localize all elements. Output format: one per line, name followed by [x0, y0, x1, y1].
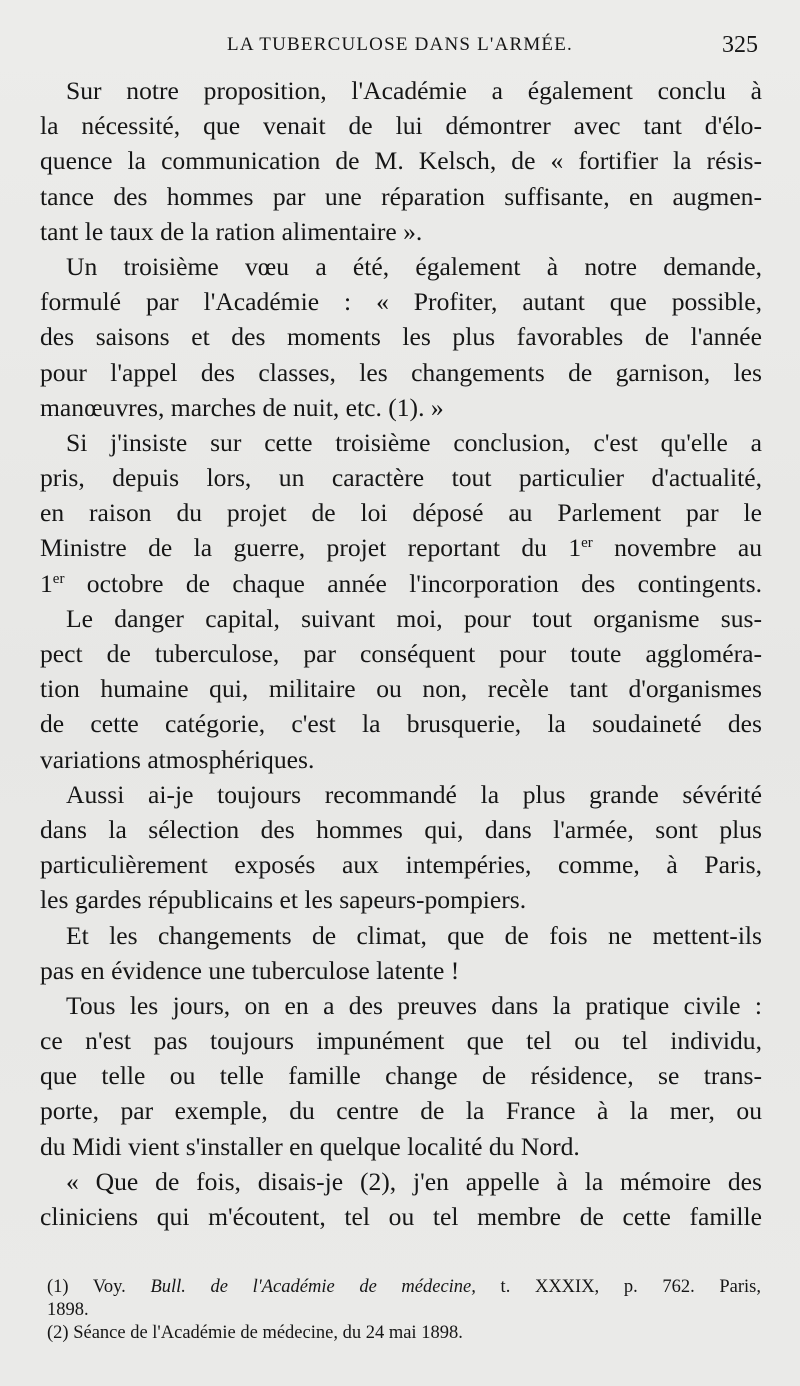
- text-line: tant le taux de la ration alimentaire ».: [40, 216, 423, 246]
- footnotes: [47, 1276, 761, 1345]
- text-line: Aussi ai-je toujours recommandé la plus grande sévérité: [66, 779, 762, 809]
- footnote-journal-title: Bull. de l'Académie de médecine,: [150, 1277, 476, 1297]
- text-line: les gardes républicains et les sapeurs-pompiers.: [40, 885, 527, 915]
- text-line: la nécessité, que venait de lui démontrer avec tant d'élo-: [40, 111, 762, 141]
- text-line: formulé par l'Académie : « Profiter, autant que possible,: [40, 287, 762, 317]
- text-line: « Que de fois, disais-je (2), j'en appelle à la mémoire des: [66, 1166, 762, 1196]
- ordinal-suffix: er: [52, 570, 65, 587]
- line-text: novembre au: [592, 533, 762, 563]
- text-line: cliniciens qui m'écoutent, tel ou tel membre de cette famille: [40, 1202, 762, 1231]
- text-line: quence la communication de M. Kelsch, de « fortifier la résis-: [40, 146, 762, 176]
- line-text: Ministre de la guerre, projet reportant du 1: [40, 533, 582, 563]
- text-line: Le danger capital, suivant moi, pour tout organisme sus-: [66, 603, 762, 633]
- text-line: variations atmosphériques.: [40, 744, 315, 774]
- footnote-text: t. XXXIX, p. 762. Paris,: [475, 1277, 761, 1297]
- text-line: pas en évidence une tuberculose latente !: [40, 955, 460, 985]
- page-number: 325: [722, 32, 758, 58]
- text-line: Un troisième vœu a été, également à notre demande,: [66, 251, 762, 281]
- text-line: Et les changements de climat, que de fois ne mettent-ils: [66, 920, 762, 950]
- text-line: pour l'appel des classes, les changements de garnison, les: [40, 357, 762, 387]
- text-line: manœuvres, marches de nuit, etc. (1). »: [40, 392, 444, 422]
- footnote-1-continuation: 1898.: [47, 1300, 89, 1320]
- text-line: de cette catégorie, c'est la brusquerie, la soudaineté des: [40, 709, 762, 739]
- text-line: [40, 566, 762, 601]
- page-header: [40, 32, 760, 62]
- text-line: en raison du projet de loi déposé au Parlement par le: [40, 498, 762, 528]
- body-text: [40, 73, 762, 1234]
- ordinal-suffix: er: [581, 535, 593, 552]
- text-line: dans la sélection des hommes qui, dans l'armée, sont plus: [40, 814, 762, 844]
- ordinal-number: 1: [40, 568, 53, 598]
- text-line: tance des hommes par une réparation suffisante, en augmen-: [40, 181, 762, 211]
- text-line: du Midi vient s'installer en quelque localité du Nord.: [40, 1131, 580, 1161]
- footnote-2: (2) Séance de l'Académie de médecine, du 24 mai 1898.: [47, 1323, 463, 1343]
- footnote-1: [47, 1276, 761, 1299]
- text-line: des saisons et des moments les plus favorables de l'année: [40, 322, 762, 352]
- text-line: porte, par exemple, du centre de la France à la mer, ou: [40, 1096, 762, 1126]
- running-title: LA TUBERCULOSE DANS L'ARMÉE.: [227, 34, 573, 55]
- text-line: particulièrement exposés aux intempéries, comme, à Paris,: [40, 850, 762, 880]
- text-line: Sur notre proposition, l'Académie a également conclu à: [66, 76, 762, 105]
- text-line: [40, 530, 762, 565]
- text-line: que telle ou telle famille change de résidence, se trans-: [40, 1061, 762, 1091]
- text-line: pris, depuis lors, un caractère tout particulier d'actualité,: [40, 463, 762, 493]
- text-line: Si j'insiste sur cette troisième conclusion, c'est qu'elle a: [66, 427, 762, 457]
- text-line: tion humaine qui, militaire ou non, recèle tant d'organismes: [40, 674, 762, 704]
- text-line: Tous les jours, on en a des preuves dans la pratique civile :: [66, 990, 762, 1020]
- text-line: pect de tuberculose, par conséquent pour toute aggloméra-: [40, 639, 762, 668]
- line-text: octobre de chaque année l'incorporation des contingents.: [86, 568, 762, 598]
- text-line: ce n'est pas toujours impunément que tel ou tel individu,: [40, 1026, 762, 1056]
- footnote-text: (1) Voy.: [47, 1277, 151, 1297]
